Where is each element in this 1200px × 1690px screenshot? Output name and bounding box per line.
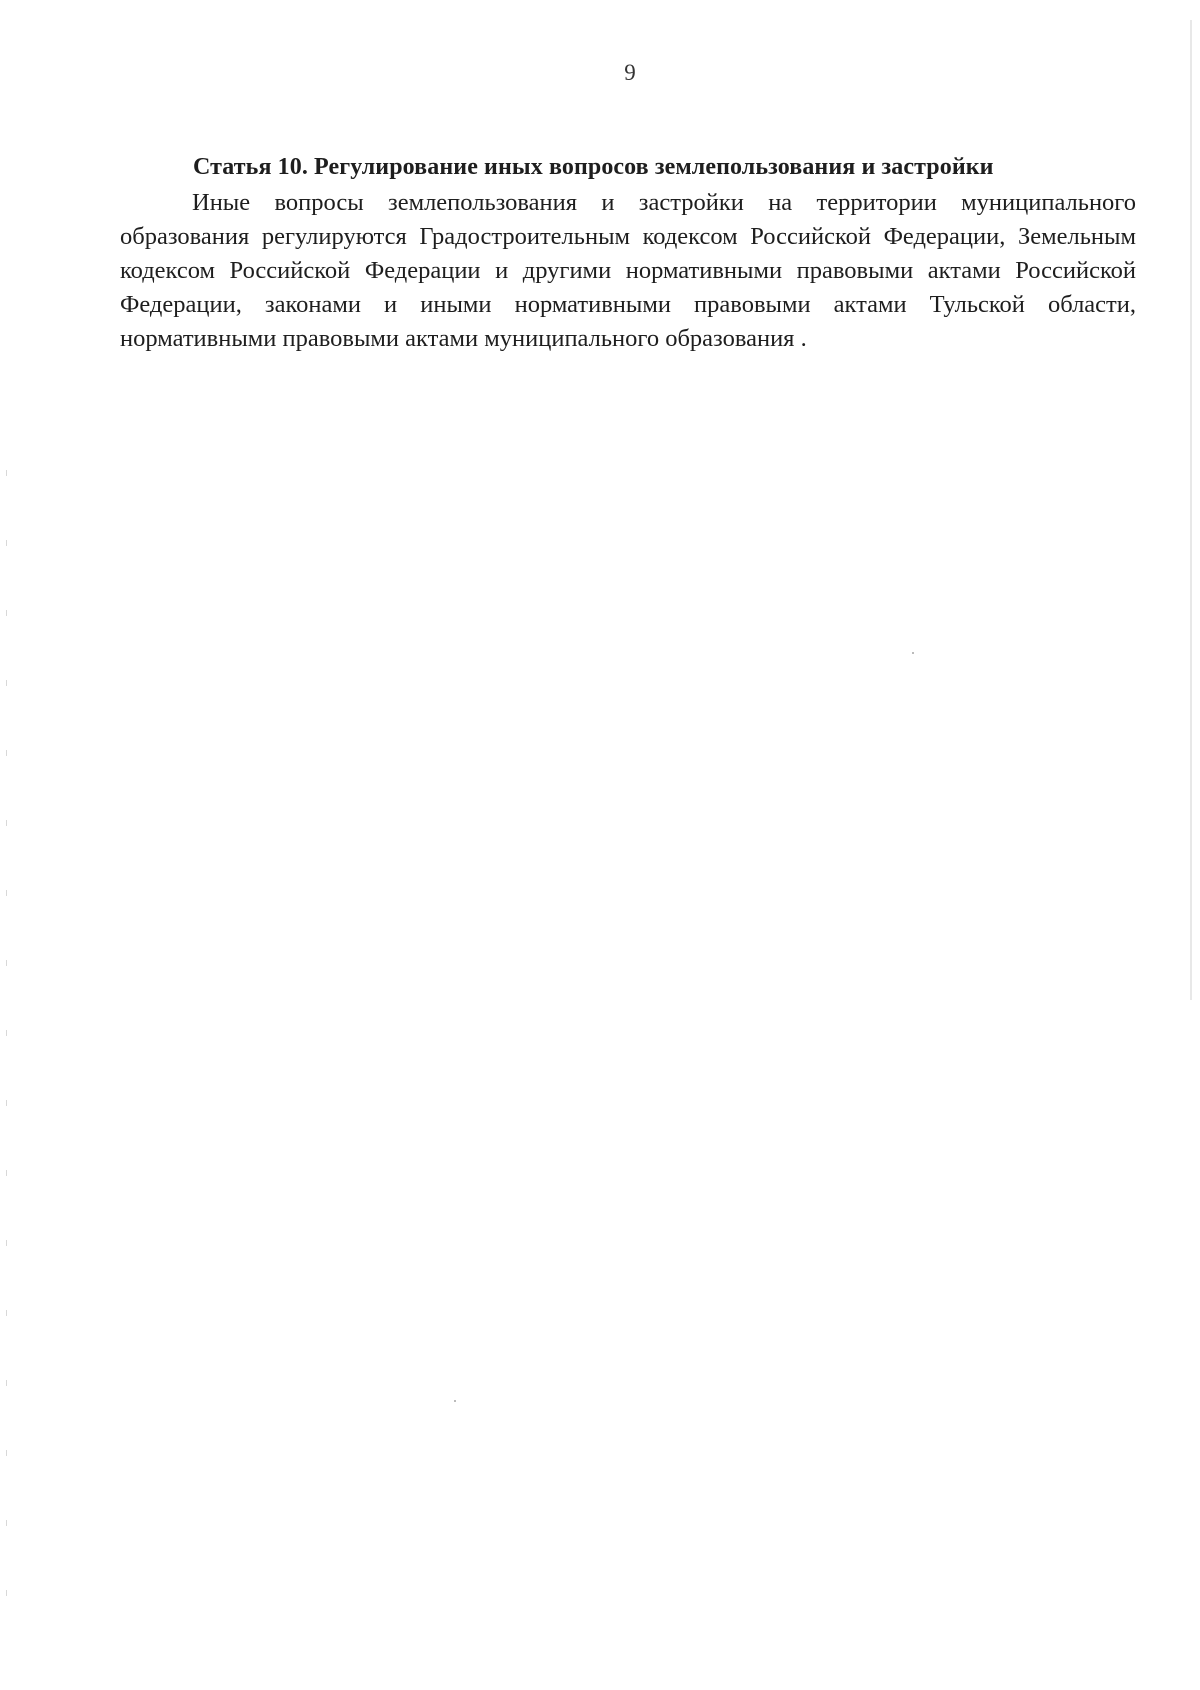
- scan-edge-left: [6, 470, 7, 1610]
- article-body: Иные вопросы землепользования и застройки на территории муниципального образования регулируются Градостроительным кодексом Российской Федерации, Земельным кодексом Российской Федерации и другими нормативными правовыми актами Российской Федерации, законами и иными нормативными правовыми актами Тульской области, нормативными правовыми актами муниципального образования .: [120, 189, 1136, 352]
- scan-edge-right: [1190, 20, 1192, 1000]
- scan-speck: [912, 652, 914, 654]
- article-title: Статья 10. Регулирование иных вопросов землепользования и застройки: [193, 154, 994, 180]
- scan-speck: [454, 1400, 456, 1402]
- article-section: [120, 152, 1136, 356]
- page-number: 9: [624, 60, 636, 85]
